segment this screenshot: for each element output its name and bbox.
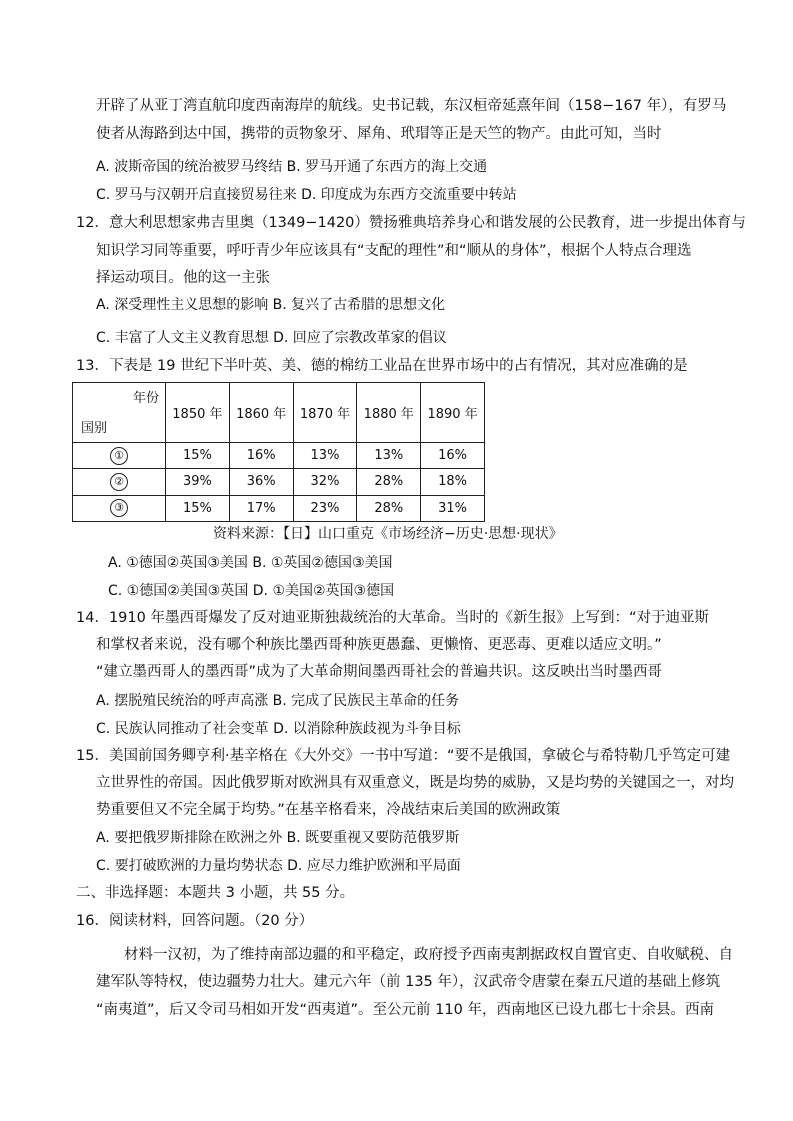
country-header: 国别	[81, 421, 108, 436]
table-corner-cell	[73, 383, 166, 443]
q15-options-cd: C. 要打破欧洲的力量均势状态 D. 应尽力维护欧洲和平局面	[96, 858, 461, 874]
table-cell: 28%	[357, 495, 421, 521]
table-cell: 17%	[229, 495, 293, 521]
q13-data-table	[72, 382, 485, 522]
q15-line-1: 15．美国前国务卿亨利·基辛格在《大外交》一书中写道：“要不是俄国，拿破仑与希特勒几乎笃定可建	[76, 748, 731, 764]
table-cell: 39%	[166, 469, 230, 495]
q14-line-3: “建立墨西哥人的墨西哥”成为了大革命期间墨西哥社会的普遍共识。这反映出当时墨西哥	[96, 664, 663, 680]
table-cell: 32%	[293, 469, 357, 495]
q16-material-line-3: “南夷道”，后又令司马相如开发“西夷道”。至公元前 110 年，西南地区已设九郡七十余县。西南	[96, 1002, 714, 1018]
table-cell: 13%	[293, 443, 357, 469]
table-cell: 23%	[293, 495, 357, 521]
table-cell: 18%	[421, 469, 485, 495]
table-cell: 28%	[357, 469, 421, 495]
year-col-1870: 1870 年	[293, 383, 357, 443]
q11-options-cd: C. 罗马与汉朝开启直接贸易往来 D. 印度成为东西方交流重要中转站	[96, 187, 517, 203]
table-cell: 16%	[229, 443, 293, 469]
q15-options-ab: A. 要把俄罗斯排除在欧洲之外 B. 既要重视又要防范俄罗斯	[96, 830, 460, 846]
q14-line-2: 和掌权者来说，没有哪个种族比墨西哥种族更愚蠢、更懒惰、更恶毒、更难以适应文明。”	[96, 637, 662, 653]
q13-options-ab: A. ①德国②英国③美国 B. ①英国②德国③美国	[108, 555, 393, 571]
table-row	[73, 443, 485, 469]
row-mark-3: ③	[73, 495, 166, 521]
table-cell: 15%	[166, 495, 230, 521]
table-row	[73, 495, 485, 521]
year-col-1890: 1890 年	[421, 383, 485, 443]
q14-line-1: 14．1910 年墨西哥爆发了反对迪亚斯独裁统治的大革命。当时的《新生报》上写到：“对于迪亚斯	[76, 610, 709, 626]
table-header-row	[73, 383, 485, 443]
table-cell: 16%	[421, 443, 485, 469]
year-col-1850: 1850 年	[166, 383, 230, 443]
year-col-1880: 1880 年	[357, 383, 421, 443]
table-cell: 13%	[357, 443, 421, 469]
q12-line-3: 择运动项目。他的这一主张	[96, 270, 270, 286]
q13-stem: 13．下表是 19 世纪下半叶英、美、德的棉纺工业品在世界市场中的占有情况，其对应准确的是	[76, 358, 688, 374]
table-source-note: 资料来源：【日】山口重克《市场经济−历史·思想·现状》	[213, 526, 563, 542]
year-header: 年份	[132, 391, 159, 406]
row-mark-1: ①	[73, 443, 166, 469]
q15-line-3: 势重要但又不完全属于均势。”在基辛格看来，冷战结束后美国的欧洲政策	[96, 802, 561, 818]
q11-options-ab: A. 波斯帝国的统治被罗马终结 B. 罗马开通了东西方的海上交通	[96, 159, 488, 175]
table-cell: 15%	[166, 443, 230, 469]
q16-material-line-1: 材料一汉初，为了维持南部边疆的和平稳定，政府授予西南夷割据政权自置官吏、自收赋税、自	[124, 947, 733, 963]
row-mark-2: ②	[73, 469, 166, 495]
q12-options-ab: A. 深受理性主义思想的影响 B. 复兴了古希腊的思想文化	[96, 297, 446, 313]
q16-material-line-2: 建军队等特权，使边疆势力壮大。建元六年（前 135 年），汉武帝令唐蒙在秦五尺道的基础上修筑	[96, 974, 721, 990]
q11-line-2: 使者从海路到达中国，携带的贡物象牙、犀角、玳瑁等正是天竺的物产。由此可知，当时	[96, 126, 662, 142]
q16-stem: 16．阅读材料，回答问题。（20 分）	[76, 913, 314, 929]
table-row	[73, 469, 485, 495]
q15-line-2: 立世界性的帝国。因此俄罗斯对欧洲具有双重意义，既是均势的威胁，又是均势的关键国之一，对均	[96, 775, 734, 791]
q12-line-2: 知识学习同等重要，呼吁青少年应该具有“支配的理性”和“顺从的身体”，根据个人特点合理选	[96, 243, 692, 259]
q14-options-cd: C. 民族认同推动了社会变革 D. 以消除种族歧视为斗争目标	[96, 721, 461, 737]
q14-options-ab: A. 摆脱殖民统治的呼声高涨 B. 完成了民族民主革命的任务	[96, 693, 460, 709]
q12-options-cd: C. 丰富了人文主义教育思想 D. 回应了宗教改革家的倡议	[96, 330, 447, 346]
table-cell: 31%	[421, 495, 485, 521]
section-heading: 二、非选择题：本题共 3 小题，共 55 分。	[76, 885, 355, 901]
q13-options-cd: C. ①德国②美国③英国 D. ①美国②英国③德国	[108, 583, 395, 599]
table-cell: 36%	[229, 469, 293, 495]
q12-line-1: 12．意大利思想家弗吉里奥（1349−1420）赞扬雅典培养身心和谐发展的公民教育，进一步提出体育与	[76, 215, 746, 231]
q11-line-1: 开辟了从亚丁湾直航印度西南海岸的航线。史书记载，东汉桓帝延熹年间（158−167 年），有罗马	[96, 98, 727, 114]
year-col-1860: 1860 年	[229, 383, 293, 443]
